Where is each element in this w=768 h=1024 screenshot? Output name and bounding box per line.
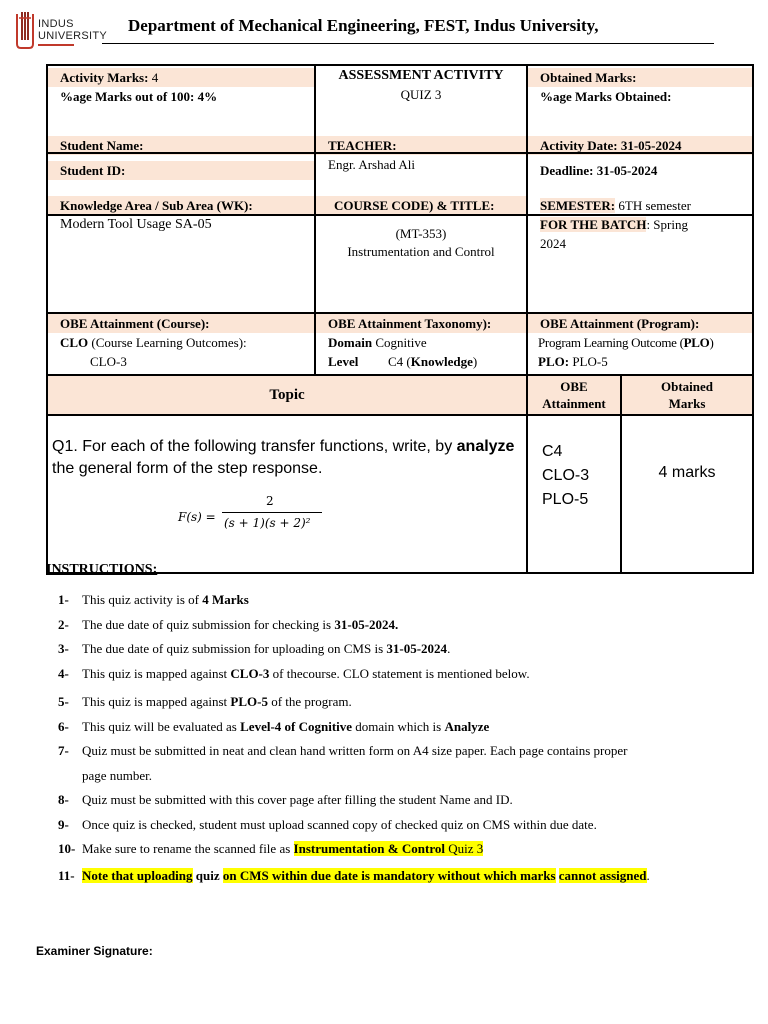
instruction-number: 6- — [58, 718, 69, 734]
instruction-number: 10- — [58, 841, 76, 856]
topic-header — [47, 375, 527, 415]
level-value: C4 ( — [388, 354, 411, 369]
activity-marks-label: Activity Marks: — [60, 70, 149, 85]
course-title: Instrumentation and Control — [347, 244, 495, 259]
deadline: Deadline: 31-05-2024 — [540, 163, 658, 178]
semester-label: SEMESTER: — [540, 198, 616, 213]
instruction-item — [52, 868, 652, 884]
semester-cell — [527, 198, 753, 313]
question-text — [48, 416, 526, 480]
instruction-text: Make sure to rename the scanned file as — [82, 841, 294, 856]
assessment-activity-heading: ASSESSMENT ACTIVITY — [338, 68, 504, 83]
level-label: Level — [328, 354, 359, 369]
obe-program-cell — [527, 313, 753, 375]
obtained-header-line2: Marks — [668, 396, 706, 411]
instruction-number: 8- — [58, 792, 69, 807]
obe-c4: C4 — [542, 443, 563, 460]
obtained-marks-header — [621, 375, 753, 415]
instruction-text: This quiz is mapped against — [82, 694, 231, 709]
instruction-number: 7- — [58, 743, 69, 758]
instruction-number: 3- — [58, 641, 69, 656]
obtained-header-line1: Obtained — [661, 379, 714, 394]
instruction-text: This quiz will be evaluated as — [82, 718, 241, 734]
instruction-highlight: on CMS within due date is mandatory without which marks — [222, 867, 556, 883]
formula-denominator: (s + 1)(s + 2)² — [224, 516, 311, 530]
instruction-item — [52, 588, 692, 613]
course-cell — [315, 198, 527, 313]
instruction-item — [52, 662, 692, 687]
instruction-number: 2- — [58, 616, 69, 632]
student-name-label: Student Name: — [48, 136, 314, 155]
logo-text-line2: UNIVERSITY — [38, 30, 108, 42]
instruction-number: 5- — [58, 694, 69, 709]
teacher-label: TEACHER: — [316, 136, 526, 155]
quiz-number: QUIZ 3 — [400, 87, 442, 102]
clo-description: (Course Learning Outcomes): — [88, 335, 247, 350]
formula-fraction-bar — [222, 512, 322, 513]
batch-value: : Spring 2024 — [540, 217, 688, 251]
instruction-text: The due date of quiz submission for checking is — [82, 616, 335, 632]
instructions-list — [52, 588, 692, 884]
percent-obtained-label: %age Marks Obtained: — [540, 89, 672, 104]
instruction-item — [52, 690, 692, 715]
level-close: ) — [472, 354, 478, 369]
obe-attainment-header — [527, 375, 621, 415]
obe-header-line1: OBE — [560, 379, 588, 394]
clo-value: CLO-3 — [90, 354, 127, 369]
logo-underline — [38, 44, 74, 46]
page-title: Department of Mechanical Engineering, FEST, Indus University, — [128, 16, 599, 35]
instruction-bold: Level-4 of Cognitive — [240, 718, 353, 734]
instruction-text-end: of the program. — [267, 694, 352, 709]
instruction-bold: 4 Marks — [202, 592, 249, 607]
examiner-signature-label: Examiner Signature: — [36, 944, 153, 958]
instruction-text-mid: domain which is — [352, 718, 445, 734]
transfer-function — [178, 490, 526, 550]
instruction-item — [52, 715, 692, 740]
instruction-item — [52, 739, 652, 788]
instruction-text-end: . — [646, 867, 650, 883]
instruction-highlight: Note that uploading — [82, 867, 193, 883]
indus-university-logo — [14, 8, 108, 52]
instruction-number: 11- — [58, 867, 75, 883]
question-suffix: the general form of the step response. — [52, 460, 323, 477]
instruction-text: This quiz is mapped against — [82, 665, 231, 681]
question-cell — [47, 415, 527, 573]
obe-clo: CLO-3 — [542, 467, 590, 484]
obe-taxonomy-cell — [315, 313, 527, 375]
instruction-bold: PLO-5 — [230, 694, 268, 709]
instruction-text-end: . — [447, 641, 451, 656]
obe-course-cell — [47, 313, 315, 375]
domain-value: Cognitive — [372, 335, 427, 350]
plo-close: ) — [709, 335, 714, 350]
batch-label: FOR THE BATCH — [540, 217, 647, 232]
knowledge-area-value: Modern Tool Usage SA-05 — [60, 217, 212, 232]
instruction-item — [52, 613, 692, 638]
university-crest-icon — [14, 10, 36, 50]
activity-date: Activity Date: 31-05-2024 — [528, 136, 752, 155]
topic-header-text: Topic — [269, 386, 305, 403]
instruction-bold: quiz — [192, 867, 223, 883]
assessment-info-table — [46, 64, 754, 574]
logo-text-line1: INDUS — [38, 18, 74, 30]
course-code-title-label: COURSE CODE) & TITLE: — [316, 196, 526, 215]
instruction-number: 4- — [58, 665, 69, 681]
instruction-text: Quiz must be submitted in neat and clean hand written form on A4 size paper. Each page contains proper page number. — [82, 743, 628, 783]
obtained-marks-label: Obtained Marks: — [528, 68, 752, 87]
instruction-bold: 31-05-2024. — [334, 616, 399, 632]
plo-abbreviation: PLO — [683, 335, 710, 350]
instructions-title: INSTRUCTIONS: — [46, 562, 158, 577]
student-id-label: Student ID: — [48, 161, 314, 180]
instruction-highlight-end: Quiz 3 — [444, 841, 484, 856]
instruction-bold: CLO-3 — [230, 665, 270, 681]
instruction-highlight: Instrumentation & Control — [293, 841, 445, 856]
formula-numerator: 2 — [266, 494, 274, 508]
instruction-text: Quiz must be submitted with this cover page after filling the student Name and ID. — [82, 792, 513, 807]
instruction-item — [52, 788, 692, 813]
instruction-text: This quiz activity is of — [82, 592, 203, 607]
domain-label: Domain — [328, 335, 373, 350]
semester-value: 6TH semester — [615, 198, 691, 213]
marks-cell — [621, 415, 753, 573]
instruction-text: The due date of quiz submission for uploading on CMS is — [82, 641, 387, 656]
percent-marks-label: %age Marks out of 100: 4% — [60, 89, 218, 104]
obe-plo: PLO-5 — [542, 491, 589, 508]
instruction-bold-end: Analyze — [444, 718, 490, 734]
knowledge-area-cell — [47, 198, 315, 313]
instruction-item — [52, 813, 692, 838]
knowledge-area-label: Knowledge Area / Sub Area (WK): — [48, 196, 314, 215]
course-code: (MT-353) — [395, 226, 447, 241]
header-divider — [102, 43, 714, 44]
instruction-bold: 31-05-2024 — [386, 641, 448, 656]
plo-value: PLO-5 — [569, 354, 608, 369]
instruction-text-end: of thecourse. CLO statement is mentioned below. — [269, 665, 530, 681]
instruction-number: 1- — [58, 592, 69, 607]
plo-label: PLO: — [538, 354, 570, 369]
question-prefix: Q1. For each of the following transfer functions, write, by — [52, 438, 457, 455]
obe-course-label: OBE Attainment (Course): — [48, 314, 314, 333]
instruction-item — [52, 637, 692, 662]
teacher-name: Engr. Arshad Ali — [328, 157, 416, 172]
obe-attainment-cell — [527, 415, 621, 573]
instruction-text: Once quiz is checked, student must upload scanned copy of checked quiz on CMS within due date. — [82, 816, 597, 832]
question-bold: analyze — [456, 438, 515, 455]
instruction-number: 9- — [58, 816, 69, 832]
activity-marks-value: 4 — [148, 70, 159, 85]
obe-header-line2: Attainment — [542, 396, 606, 411]
level-knowledge: Knowledge — [410, 354, 473, 369]
instruction-highlight: cannot assigned — [558, 867, 647, 883]
marks-value: 4 marks — [658, 464, 716, 481]
plo-description: Program Learning Outcome ( — [538, 335, 684, 350]
obe-taxonomy-label: OBE Attainment Taxonomy): — [316, 314, 526, 333]
instruction-item — [52, 837, 692, 862]
clo-label: CLO — [60, 335, 89, 350]
formula-lhs: F(s) = — [178, 510, 216, 524]
obe-program-label: OBE Attainment (Program): — [528, 314, 752, 333]
